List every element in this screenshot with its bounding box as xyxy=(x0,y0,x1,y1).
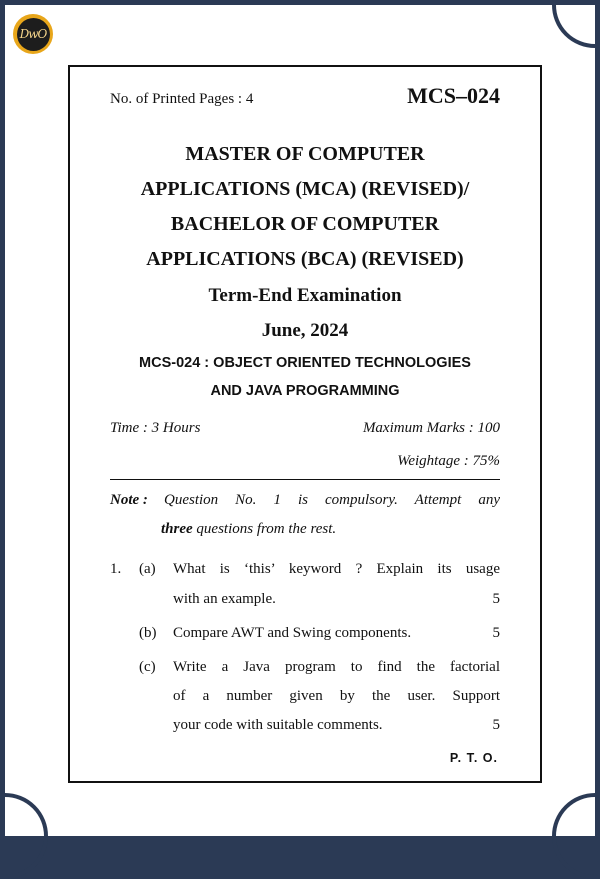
question-text: Compare AWT and Swing components. xyxy=(173,625,412,641)
question-text: Write a Java program to find the factorial xyxy=(173,659,500,675)
course-title: MCS-024 : OBJECT ORIENTED TECHNOLOGIES xyxy=(139,355,471,371)
question-text: with an example. xyxy=(173,591,276,607)
exam-time: Time : 3 Hours xyxy=(110,420,201,436)
question-text: What is ‘this’ keyword ? Explain its usage xyxy=(173,561,500,577)
corner-decoration xyxy=(552,793,600,879)
note-emphasis: three xyxy=(161,521,193,537)
logo-icon xyxy=(13,14,53,54)
divider xyxy=(110,479,500,480)
note-text: Question No. 1 is compulsory. Attempt any xyxy=(164,492,500,508)
part-label: (a) xyxy=(139,561,156,577)
corner-decoration xyxy=(0,793,48,879)
title-line: APPLICATIONS (MCA) (REVISED)/ xyxy=(140,178,470,200)
marks: 5 xyxy=(492,717,500,733)
exam-session: June, 2024 xyxy=(261,320,349,341)
printed-pages: No. of Printed Pages : 4 xyxy=(110,91,254,107)
question-text: your code with suitable comments. xyxy=(173,717,383,733)
paper-code: MCS–024 xyxy=(407,83,500,108)
note-rest: questions from the rest. xyxy=(192,521,337,537)
marks: 5 xyxy=(492,591,500,607)
logo-text: DwO xyxy=(17,18,50,51)
note-label: Note : xyxy=(110,492,148,508)
course-title: AND JAVA PROGRAMMING xyxy=(210,383,400,399)
page-sheet xyxy=(5,5,595,836)
exam-name: Term-End Examination xyxy=(208,285,402,306)
corner-decoration xyxy=(552,0,600,48)
exam-paper-frame xyxy=(68,65,542,783)
part-label: (b) xyxy=(139,625,157,641)
marks: 5 xyxy=(492,625,500,641)
note-text-line2 xyxy=(161,521,336,538)
part-label: (c) xyxy=(139,659,156,675)
question-number: 1. xyxy=(110,561,122,577)
pto-label: P. T. O. xyxy=(449,751,498,765)
title-line: BACHELOR OF COMPUTER xyxy=(170,213,440,235)
title-line: APPLICATIONS (BCA) (REVISED) xyxy=(146,248,464,270)
maximum-marks: Maximum Marks : 100 xyxy=(362,420,500,436)
weightage: Weightage : 75% xyxy=(397,453,500,469)
question-text: of a number given by the user. Support xyxy=(173,688,500,704)
title-line: MASTER OF COMPUTER xyxy=(185,143,425,165)
